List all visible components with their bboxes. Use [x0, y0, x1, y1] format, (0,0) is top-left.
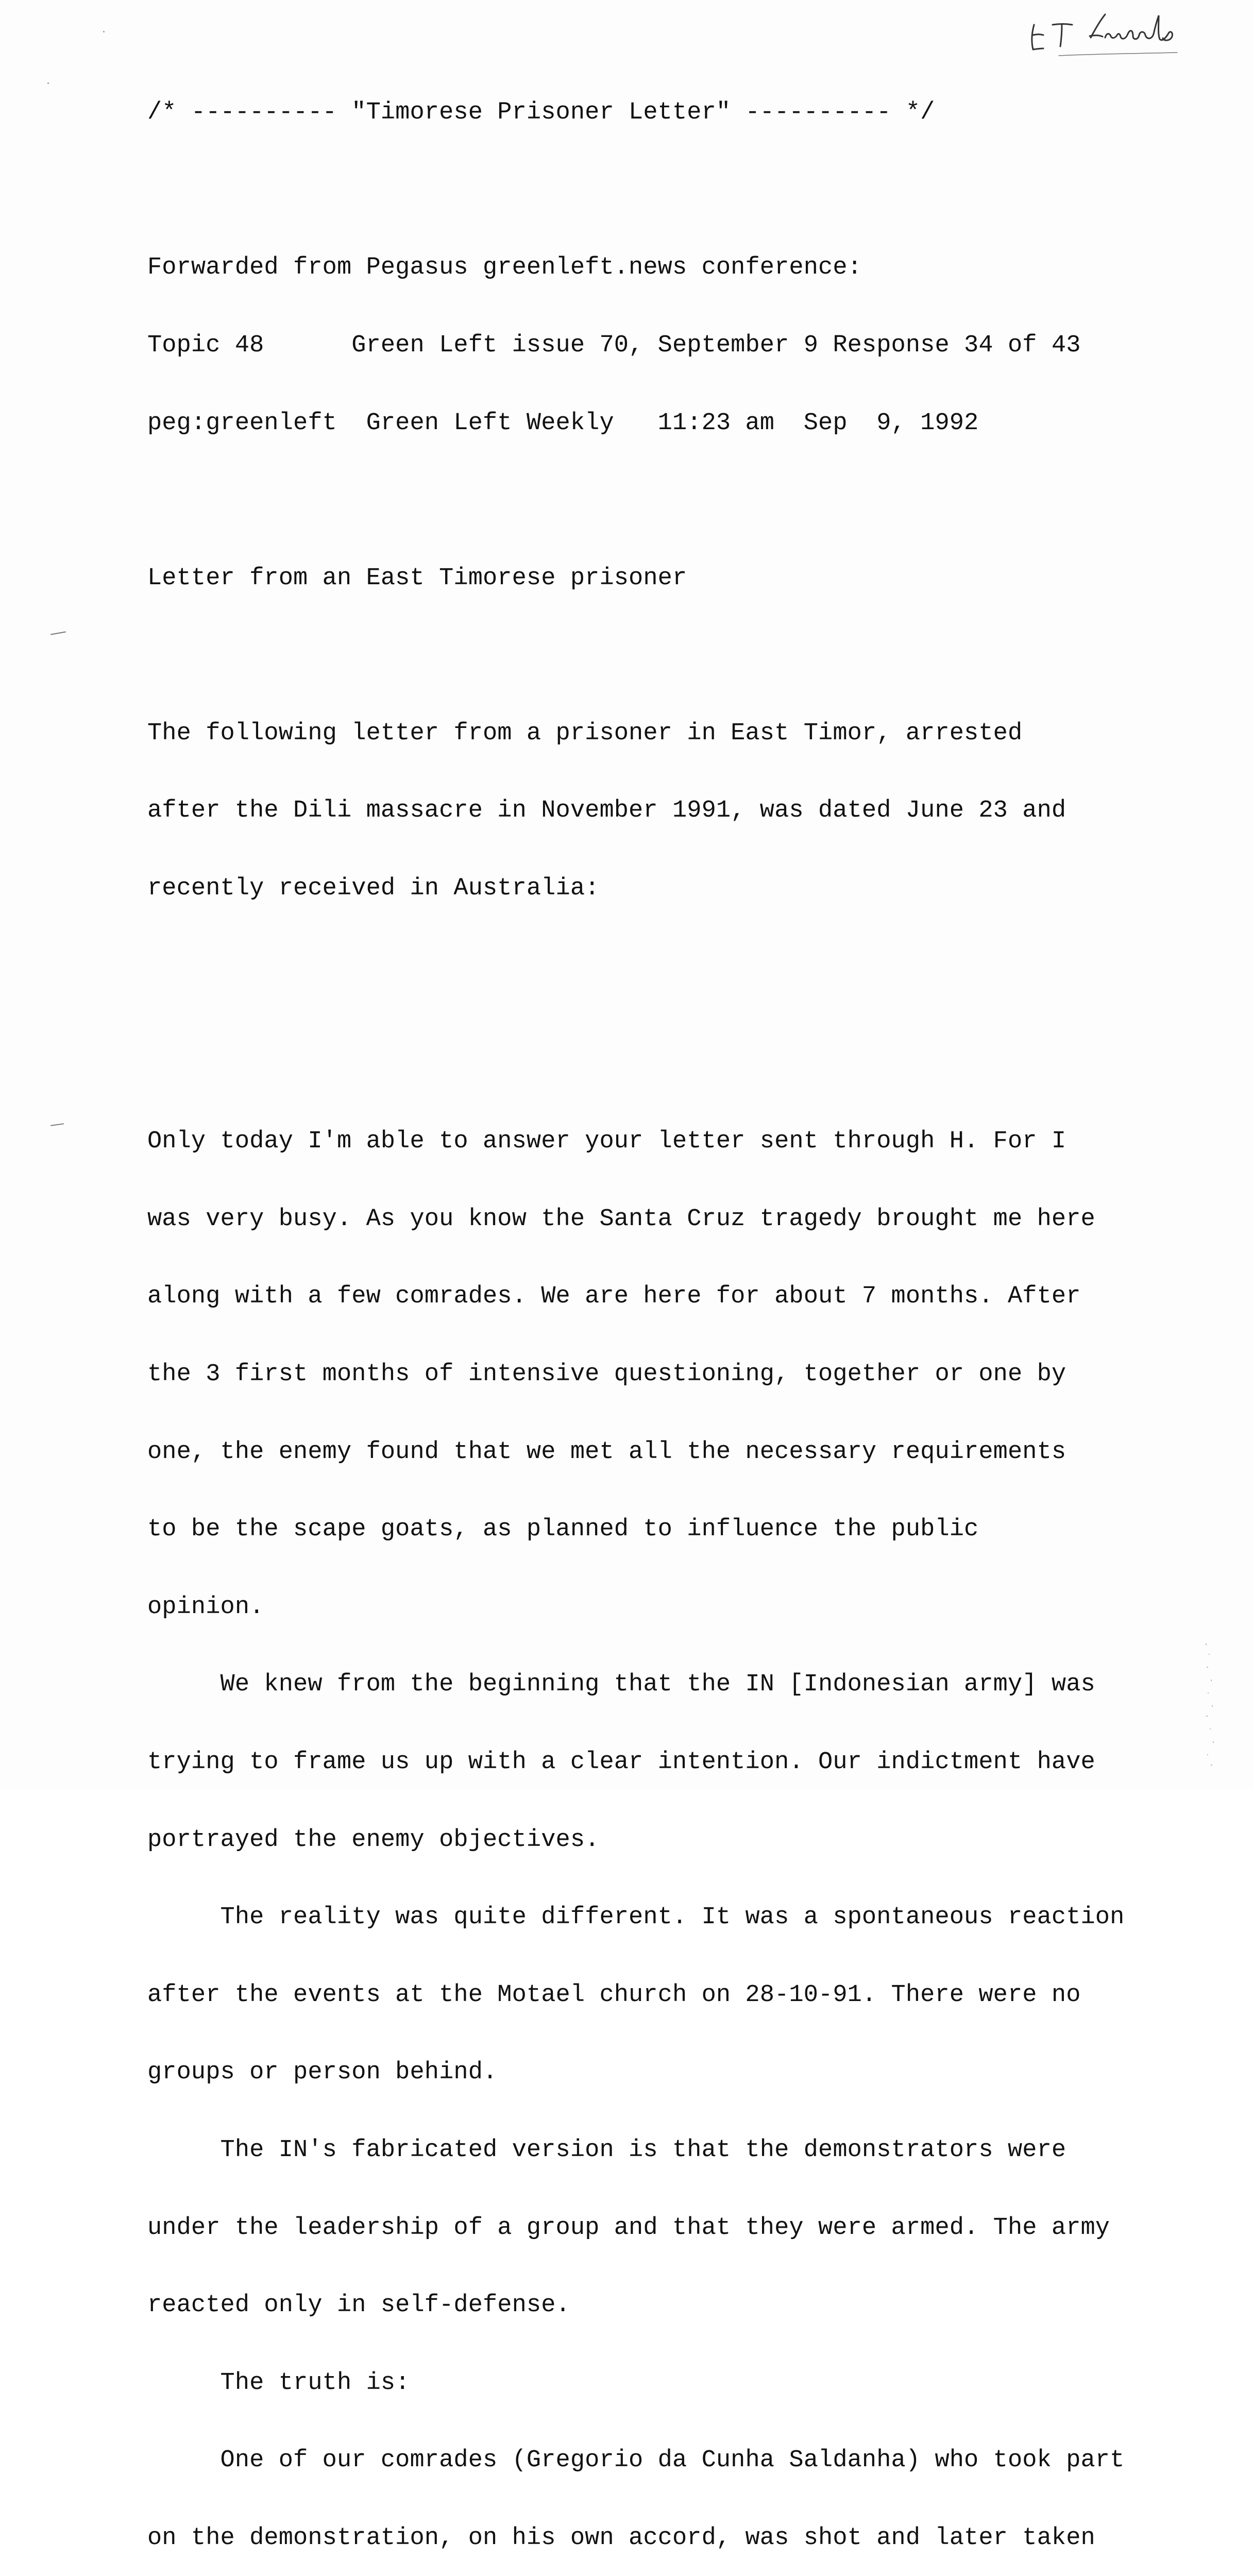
- intro-line: after the Dili massacre in November 1991, was dated June 23 and: [147, 797, 1066, 825]
- forward-info-line: Forwarded from Pegasus greenleft.news conference:: [147, 254, 862, 282]
- body-line: after the events at the Motael church on 28-10-91. There were no: [147, 1981, 1081, 2009]
- margin-mark: [50, 1123, 64, 1126]
- body-line: The IN's fabricated version is that the demonstrators were: [147, 2136, 1066, 2164]
- body-line: groups or person behind.: [147, 2059, 498, 2087]
- body-line: One of our comrades (Gregorio da Cunha Saldanha) who took part: [147, 2447, 1125, 2475]
- forward-info-line: peg:greenleft Green Left Weekly 11:23 am Sep 9, 1992: [147, 409, 979, 437]
- intro-line: recently received in Australia:: [147, 874, 600, 902]
- body-line: We knew from the beginning that the IN [Indonesian army] was: [147, 1671, 1095, 1699]
- document-text: [147, 48, 1188, 2576]
- header-separator: /* ---------- "Timorese Prisoner Letter" ---------- */: [147, 99, 935, 127]
- body-line: The truth is:: [147, 2369, 410, 2397]
- letter-title: Letter from an East Timorese prisoner: [147, 564, 687, 592]
- body-line: trying to frame us up with a clear intention. Our indictment have: [147, 1748, 1095, 1776]
- body-line: The reality was quite different. It was a spontaneous reaction: [147, 1904, 1125, 1931]
- intro-line: The following letter from a prisoner in East Timor, arrested: [147, 719, 1023, 747]
- body-line: Only today I'm able to answer your letter sent through H. For I: [147, 1128, 1066, 1156]
- body-line: reacted only in self-defense.: [147, 2292, 570, 2319]
- body-line: opinion.: [147, 1593, 264, 1621]
- margin-mark: [50, 631, 66, 635]
- body-line: portrayed the enemy objectives.: [147, 1826, 600, 1854]
- body-line: along with a few comrades. We are here for about 7 months. After: [147, 1283, 1081, 1311]
- forward-info-line: Topic 48 Green Left issue 70, September 9 Response 34 of 43: [147, 332, 1081, 359]
- scan-edge-artifact: [1201, 1638, 1222, 1772]
- body-line: under the leadership of a group and that they were armed. The army: [147, 2214, 1110, 2242]
- body-line: was very busy. As you know the Santa Cruz tragedy brought me here: [147, 1205, 1095, 1233]
- body-line: one, the enemy found that we met all the necessary requirements: [147, 1438, 1066, 1466]
- body-line: the 3 first months of intensive questioning, together or one by: [147, 1360, 1066, 1388]
- body-line: on the demonstration, on his own accord, was shot and later taken: [147, 2524, 1095, 2552]
- scan-speck: [103, 31, 105, 32]
- scan-speck: [47, 82, 49, 84]
- body-line: to be the scape goats, as planned to influence the public: [147, 1516, 979, 1544]
